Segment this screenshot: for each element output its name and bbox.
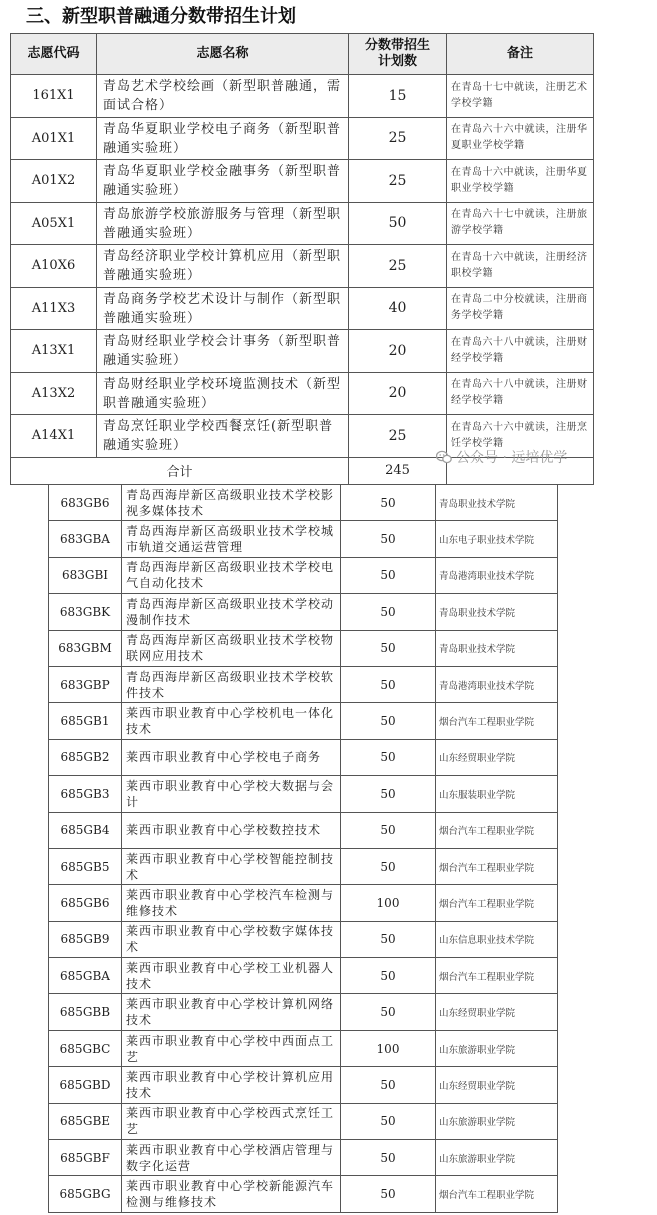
cell-code: 685GB4 [49,812,122,848]
cell-note: 青岛职业技术学院 [436,594,558,630]
cell-code: 161X1 [11,75,97,118]
cell-plan: 25 [349,117,447,160]
cell-code: A13X2 [11,372,97,415]
table-row [49,485,558,521]
cell-note: 烟台汽车工程职业学院 [436,958,558,994]
cell-note: 青岛港湾职业技术学院 [436,666,558,702]
cell-code: A14X1 [11,415,97,458]
cell-name: 青岛商务学校艺术设计与制作（新型职普融通实验班） [97,287,349,330]
cell-note: 在青岛六十八中就读，注册财经学校学籍 [447,330,594,373]
table-row [11,372,594,415]
cell-name: 青岛西海岸新区高级职业技术学校城市轨道交通运营管理 [122,521,341,557]
table-row [49,557,558,593]
cell-plan: 100 [341,885,436,921]
cell-note: 山东服装职业学院 [436,776,558,812]
cell-code: A13X1 [11,330,97,373]
cell-plan: 50 [349,202,447,245]
table-row [49,594,558,630]
cell-code: 683GBK [49,594,122,630]
table-row [11,75,594,118]
total-value: 245 [349,457,447,484]
cell-plan: 50 [341,958,436,994]
cell-name: 莱西市职业教育中心学校智能控制技术 [122,848,341,884]
table-body [11,75,594,458]
cell-name: 青岛西海岸新区高级职业技术学校电气自动化技术 [122,557,341,593]
table-row [49,703,558,739]
total-label: 合计 [11,457,349,484]
cell-code: 685GB1 [49,703,122,739]
cell-note: 山东信息职业技术学院 [436,921,558,957]
cell-note: 在青岛六十八中就读，注册财经学校学籍 [447,372,594,415]
cell-name: 青岛西海岸新区高级职业技术学校软件技术 [122,666,341,702]
cell-name: 青岛西海岸新区高级职业技术学校影视多媒体技术 [122,485,341,521]
watermark [436,448,567,468]
cell-plan: 50 [341,666,436,702]
section-heading: 三、新型职普融通分数带招生计划 [26,6,296,27]
cell-code: 685GB6 [49,885,122,921]
cell-code: 683GBA [49,521,122,557]
cell-plan: 50 [341,1140,436,1176]
cell-name: 青岛旅游学校旅游服务与管理（新型职普融通实验班） [97,202,349,245]
cell-plan: 20 [349,372,447,415]
cell-plan: 25 [349,415,447,458]
cell-code: 685GBE [49,1103,122,1139]
table-row [49,921,558,957]
cell-plan: 25 [349,160,447,203]
cell-code: A01X1 [11,117,97,160]
table-body [49,485,558,1213]
cell-note: 青岛港湾职业技术学院 [436,557,558,593]
cell-plan: 40 [349,287,447,330]
table-row [49,1176,558,1212]
cell-name: 莱西市职业教育中心学校机电一体化技术 [122,703,341,739]
cell-note: 在青岛六十六中就读，注册华夏职业学校学籍 [447,117,594,160]
cell-plan: 50 [341,1103,436,1139]
cell-code: 685GBF [49,1140,122,1176]
cell-note: 在青岛十六中就读，注册经济职校学籍 [447,245,594,288]
cell-note: 烟台汽车工程职业学院 [436,885,558,921]
cell-plan: 20 [349,330,447,373]
cell-note: 在青岛十六中就读，注册华夏职业学校学籍 [447,160,594,203]
cell-name: 莱西市职业教育中心学校新能源汽车检测与维修技术 [122,1176,341,1212]
cell-note: 在青岛六十六中就读，注册烹饪学校学籍 [447,415,594,458]
cell-name: 莱西市职业教育中心学校汽车检测与维修技术 [122,885,341,921]
table-row [49,630,558,666]
cell-note: 烟台汽车工程职业学院 [436,703,558,739]
cell-name: 莱西市职业教育中心学校酒店管理与数字化运营 [122,1140,341,1176]
cell-name: 青岛烹饪职业学校西餐烹饪(新型职普融通实验班） [97,415,349,458]
cell-note: 山东旅游职业学院 [436,1140,558,1176]
cell-name: 青岛艺术学校绘画（新型职普融通，需面试合格） [97,75,349,118]
cell-name: 莱西市职业教育中心学校工业机器人技术 [122,958,341,994]
cell-plan: 100 [341,1030,436,1066]
table-row [49,1030,558,1066]
cell-code: A01X2 [11,160,97,203]
cell-code: 685GB2 [49,739,122,775]
cell-code: A05X1 [11,202,97,245]
cell-plan: 15 [349,75,447,118]
cell-plan: 50 [341,594,436,630]
cell-code: 683GBP [49,666,122,702]
cell-code: 685GBG [49,1176,122,1212]
cell-note: 烟台汽车工程职业学院 [436,812,558,848]
table-row [11,117,594,160]
table-header-row [11,34,594,75]
cell-note: 山东经贸职业学院 [436,739,558,775]
cell-note: 青岛职业技术学院 [436,630,558,666]
table-program-list [48,484,558,1213]
header-code: 志愿代码 [11,34,97,75]
cell-name: 莱西市职业教育中心学校计算机应用技术 [122,1067,341,1103]
watermark-text: 公众号 · 远培优学 [456,450,568,466]
cell-plan: 50 [341,921,436,957]
cell-name: 青岛西海岸新区高级职业技术学校动漫制作技术 [122,594,341,630]
cell-note: 山东经贸职业学院 [436,1067,558,1103]
cell-name: 莱西市职业教育中心学校电子商务 [122,739,341,775]
table-row [49,1067,558,1103]
cell-name: 莱西市职业教育中心学校计算机网络技术 [122,994,341,1030]
header-plan-line1: 分数带招生 [364,38,430,53]
cell-code: 685GB3 [49,776,122,812]
cell-note: 山东经贸职业学院 [436,994,558,1030]
table-row [49,1140,558,1176]
cell-code: 685GBD [49,1067,122,1103]
cell-code: 685GB5 [49,848,122,884]
table-row [49,812,558,848]
cell-plan: 50 [341,848,436,884]
table-fusion-plan [10,33,594,485]
table-row [11,160,594,203]
cell-name: 青岛财经职业学校环境监测技术（新型职普融通实验班） [97,372,349,415]
cell-note: 烟台汽车工程职业学院 [436,1176,558,1212]
cell-code: A10X6 [11,245,97,288]
cell-note: 在青岛十七中就读，注册艺术学校学籍 [447,75,594,118]
table-row [11,330,594,373]
table-row [49,776,558,812]
cell-name: 青岛经济职业学校计算机应用（新型职普融通实验班） [97,245,349,288]
table-row [49,994,558,1030]
cell-plan: 50 [341,739,436,775]
cell-code: 683GBI [49,557,122,593]
cell-note: 山东电子职业技术学院 [436,521,558,557]
cell-code: 685GB9 [49,921,122,957]
table-row [49,1103,558,1139]
cell-plan: 50 [341,994,436,1030]
cell-plan: 50 [341,557,436,593]
cell-code: 685GBB [49,994,122,1030]
cell-name: 莱西市职业教育中心学校大数据与会计 [122,776,341,812]
cell-plan: 50 [341,630,436,666]
table-row [49,666,558,702]
cell-note: 烟台汽车工程职业学院 [436,848,558,884]
cell-note: 在青岛二中分校就读，注册商务学校学籍 [447,287,594,330]
cell-name: 青岛西海岸新区高级职业技术学校物联网应用技术 [122,630,341,666]
table-row [49,739,558,775]
table-row [49,958,558,994]
cell-code: 683GB6 [49,485,122,521]
header-plan [349,34,447,75]
table-row [11,287,594,330]
cell-name: 青岛财经职业学校会计事务（新型职普融通实验班） [97,330,349,373]
cell-plan: 50 [341,812,436,848]
cell-note: 山东旅游职业学院 [436,1030,558,1066]
table-row [49,521,558,557]
cell-name: 莱西市职业教育中心学校西式烹饪工艺 [122,1103,341,1139]
cell-plan: 25 [349,245,447,288]
wechat-icon [436,450,452,464]
cell-name: 莱西市职业教育中心学校数字媒体技术 [122,921,341,957]
cell-plan: 50 [341,521,436,557]
cell-name: 莱西市职业教育中心学校数控技术 [122,812,341,848]
cell-plan: 50 [341,703,436,739]
table-row [49,848,558,884]
table-row [11,202,594,245]
header-name: 志愿名称 [97,34,349,75]
table-row [49,885,558,921]
cell-plan: 50 [341,1067,436,1103]
cell-note: 山东旅游职业学院 [436,1103,558,1139]
table-row [11,245,594,288]
cell-name: 莱西市职业教育中心学校中西面点工艺 [122,1030,341,1066]
cell-code: A11X3 [11,287,97,330]
cell-code: 685GBC [49,1030,122,1066]
cell-plan: 50 [341,485,436,521]
cell-name: 青岛华夏职业学校电子商务（新型职普融通实验班） [97,117,349,160]
cell-note: 青岛职业技术学院 [436,485,558,521]
cell-name: 青岛华夏职业学校金融事务（新型职普融通实验班） [97,160,349,203]
cell-code: 683GBM [49,630,122,666]
cell-plan: 50 [341,1176,436,1212]
header-plan-line2: 计划数 [377,54,417,69]
cell-code: 685GBA [49,958,122,994]
cell-plan: 50 [341,776,436,812]
cell-note: 在青岛六十七中就读，注册旅游学校学籍 [447,202,594,245]
header-note: 备注 [447,34,594,75]
